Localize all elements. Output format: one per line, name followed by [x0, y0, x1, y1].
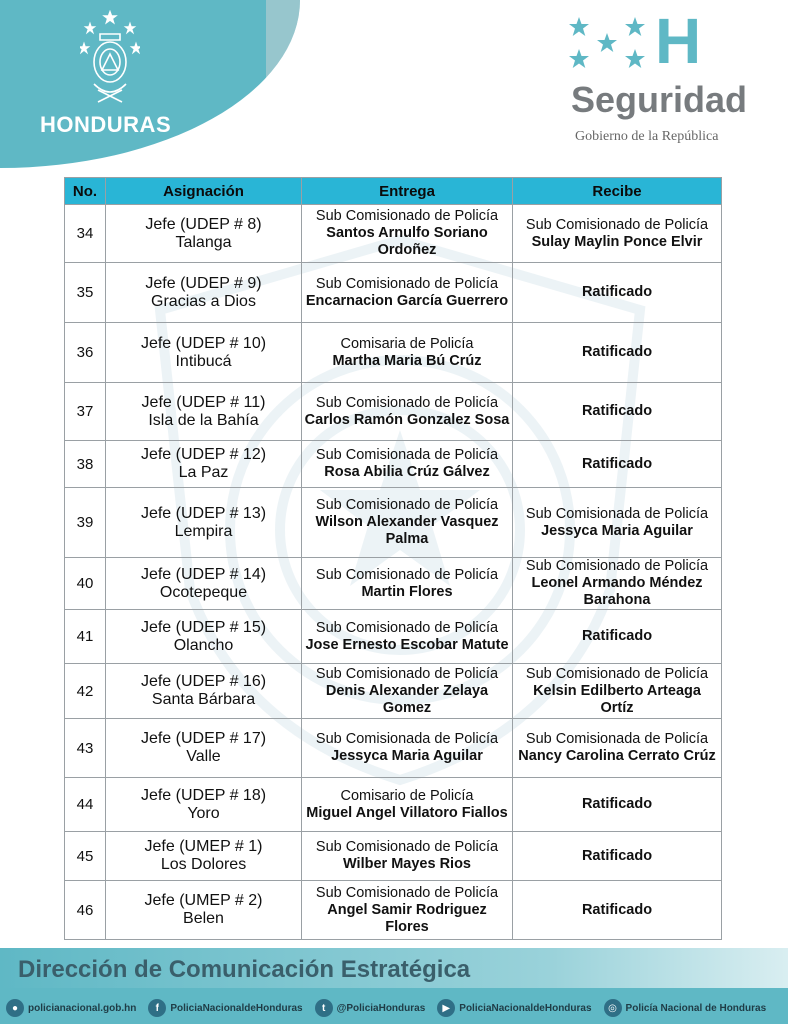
table-row: [65, 610, 722, 664]
asignacion-place: Lempira: [174, 522, 233, 540]
cell-no: 40: [65, 558, 106, 610]
header-entrega: Entrega: [302, 178, 513, 205]
asignacion-place: Los Dolores: [160, 856, 247, 873]
cell-recibe: [513, 719, 722, 778]
table-row: [65, 488, 722, 558]
footer-link[interactable]: [148, 999, 302, 1017]
cell-recibe: [513, 488, 722, 558]
footer-title: Dirección de Comunicación Estratégica: [18, 956, 471, 983]
entrega-rank: Sub Comisionado de Policía: [315, 208, 499, 224]
cell-no: 37: [65, 383, 106, 441]
entrega-name: Carlos Ramón Gonzalez Sosa: [304, 411, 510, 428]
asignacion-place: Isla de la Bahía: [148, 411, 259, 429]
youtube-icon: ▶: [437, 999, 455, 1017]
recibe-rank: Sub Comisionada de Policía: [525, 505, 709, 522]
recibe-name: Sulay Maylin Ponce Elvir: [531, 233, 703, 250]
assignments-table: [64, 177, 722, 940]
cell-no: 41: [65, 610, 106, 664]
cell-no: 35: [65, 263, 106, 323]
table-header-row: [65, 178, 722, 205]
asignacion-post: Jefe (UDEP # 8): [145, 215, 262, 233]
entrega-name: Miguel Angel Villatoro Fiallos: [306, 804, 508, 821]
entrega-name: Santos Arnulfo Soriano Ordoñez: [326, 225, 488, 258]
footer-link-text: @PoliciaHonduras: [336, 1002, 426, 1014]
cell-recibe: [513, 778, 722, 832]
cell-entrega: [302, 610, 513, 664]
entrega-rank: Sub Comisionado de Policía: [315, 884, 499, 901]
table-row: [65, 323, 722, 383]
cell-no: 38: [65, 441, 106, 488]
asignacion-post: Jefe (UDEP # 17): [140, 730, 267, 747]
table-row: [65, 832, 722, 881]
facebook-icon: f: [148, 999, 166, 1017]
cell-entrega: [302, 441, 513, 488]
table-row: [65, 778, 722, 832]
entrega-rank: Sub Comisionado de Policía: [315, 275, 499, 292]
instagram-icon: ◎: [604, 999, 622, 1017]
entrega-name: Encarnacion García Guerrero: [305, 292, 509, 309]
asignacion-post: Jefe (UMEP # 2): [144, 892, 263, 909]
globe-icon: ●: [6, 999, 24, 1017]
cell-entrega: [302, 881, 513, 940]
entrega-name: Jose Ernesto Escobar Matute: [305, 636, 509, 653]
recibe-name: Kelsin Edilberto Arteaga Ortíz: [533, 682, 701, 716]
recibe-status: Ratificado: [581, 344, 653, 360]
cell-entrega: [302, 488, 513, 558]
asignacion-place: Yoro: [187, 804, 220, 822]
seguridad-logo: [565, 5, 785, 155]
recibe-rank: Sub Comisionada de Policía: [525, 731, 709, 747]
asignacion-place: Ocotepeque: [159, 583, 248, 601]
entrega-rank: Comisaria de Policía: [340, 335, 474, 352]
cell-recibe: [513, 383, 722, 441]
recibe-status: Ratificado: [581, 403, 653, 419]
entrega-rank: Sub Comisionada de Policía: [315, 731, 499, 747]
recibe-status: Ratificado: [581, 796, 653, 812]
entrega-name: Jessyca Maria Aguilar: [331, 748, 483, 764]
cell-asignacion: [106, 383, 302, 441]
asignacion-place: Olancho: [173, 636, 234, 654]
cell-recibe: [513, 263, 722, 323]
cell-no: 44: [65, 778, 106, 832]
cell-no: 46: [65, 881, 106, 940]
cell-asignacion: [106, 610, 302, 664]
cell-asignacion: [106, 664, 302, 719]
asignacion-place: Belen: [183, 910, 224, 927]
cell-asignacion: [106, 263, 302, 323]
table-row: [65, 263, 722, 323]
cell-asignacion: [106, 558, 302, 610]
cell-recibe: [513, 205, 722, 263]
cell-entrega: [302, 323, 513, 383]
cell-recibe: [513, 441, 722, 488]
twitter-icon: t: [315, 999, 333, 1017]
table-row: [65, 664, 722, 719]
footer: [0, 948, 788, 1024]
footer-link[interactable]: [604, 999, 767, 1017]
entrega-name: Rosa Abilia Crúz Gálvez: [324, 464, 490, 480]
recibe-rank: Sub Comisionado de Policía: [525, 558, 709, 574]
cell-recibe: [513, 832, 722, 881]
cell-recibe: [513, 323, 722, 383]
asignacion-post: Jefe (UDEP # 11): [141, 393, 266, 411]
asignacion-place: La Paz: [178, 464, 229, 481]
header-recibe: Recibe: [513, 178, 722, 205]
cell-entrega: [302, 719, 513, 778]
recibe-rank: Sub Comisionado de Policía: [525, 216, 709, 233]
asignacion-post: Jefe (UDEP # 12): [140, 446, 267, 463]
footer-link-text: PoliciaNacionaldeHonduras: [459, 1002, 592, 1014]
asignacion-place: Valle: [186, 748, 221, 765]
entrega-rank: Sub Comisionado de Policía: [315, 566, 499, 583]
brand-letter: H: [655, 5, 702, 77]
asignacion-post: Jefe (UDEP # 14): [140, 565, 267, 583]
entrega-name: Wilber Mayes Rios: [343, 856, 471, 872]
asignacion-post: Jefe (UDEP # 10): [140, 334, 267, 352]
entrega-rank: Sub Comisionado de Policía: [315, 619, 499, 636]
stars-icon: [565, 15, 655, 75]
footer-link-text: policianacional.gob.hn: [28, 1002, 137, 1014]
cell-no: 42: [65, 664, 106, 719]
cell-entrega: [302, 558, 513, 610]
cell-no: 36: [65, 323, 106, 383]
entrega-rank: Sub Comisionada de Policía: [315, 447, 499, 463]
header-no: No.: [65, 178, 106, 205]
country-name: HONDURAS: [40, 112, 172, 137]
footer-link-text: PoliciaNacionaldeHonduras: [170, 1002, 303, 1014]
entrega-name: Wilson Alexander Vasquez Palma: [315, 514, 499, 547]
entrega-rank: Comisario de Policía: [340, 787, 474, 804]
cell-entrega: [302, 664, 513, 719]
entrega-rank: Sub Comisionado de Policía: [315, 665, 499, 682]
table-row: [65, 441, 722, 488]
footer-link-text: Policía Nacional de Honduras: [625, 1002, 767, 1014]
cell-asignacion: [106, 488, 302, 558]
asignacion-post: Jefe (UDEP # 9): [145, 274, 262, 292]
recibe-status: Ratificado: [581, 847, 653, 864]
footer-links: [0, 992, 788, 1024]
asignacion-place: Santa Bárbara: [151, 691, 256, 708]
table-row: [65, 719, 722, 778]
cell-entrega: [302, 263, 513, 323]
cell-asignacion: [106, 441, 302, 488]
recibe-status: Ratificado: [581, 455, 653, 472]
table-row: [65, 205, 722, 263]
asignacion-post: Jefe (UDEP # 18): [140, 786, 267, 804]
cell-asignacion: [106, 778, 302, 832]
cell-recibe: [513, 664, 722, 719]
brand-name: Seguridad: [571, 79, 748, 120]
table-row: [65, 383, 722, 441]
cell-entrega: [302, 778, 513, 832]
cell-asignacion: [106, 832, 302, 881]
entrega-name: Martha Maria Bú Crúz: [332, 352, 482, 369]
recibe-name: Jessyca Maria Aguilar: [541, 522, 693, 539]
footer-link[interactable]: [315, 999, 426, 1017]
brand-subtitle: Gobierno de la República: [575, 129, 719, 144]
entrega-name: Angel Samir Rodriguez Flores: [327, 901, 487, 935]
recibe-name: Leonel Armando Méndez Barahona: [531, 575, 703, 608]
footer-link[interactable]: [437, 999, 591, 1017]
entrega-name: Martin Flores: [361, 583, 453, 600]
cell-recibe: [513, 558, 722, 610]
cell-no: 39: [65, 488, 106, 558]
cell-recibe: [513, 881, 722, 940]
table-row: [65, 558, 722, 610]
asignacion-post: Jefe (UMEP # 1): [144, 838, 263, 855]
entrega-rank: Sub Comisionado de Policía: [315, 839, 499, 855]
header-band: [0, 0, 300, 168]
asignacion-place: Talanga: [175, 233, 232, 251]
asignacion-place: Intibucá: [175, 352, 232, 370]
asignacion-post: Jefe (UDEP # 13): [140, 504, 267, 522]
header-asignacion: Asignación: [106, 178, 302, 205]
table-row: [65, 881, 722, 940]
recibe-status: Ratificado: [581, 901, 653, 918]
cell-recibe: [513, 610, 722, 664]
coat-of-arms-icon: [80, 10, 140, 110]
cell-no: 43: [65, 719, 106, 778]
footer-link[interactable]: [6, 999, 136, 1017]
asignacion-place: Gracias a Dios: [151, 292, 256, 310]
asignacion-post: Jefe (UDEP # 15): [140, 618, 267, 636]
cell-entrega: [302, 205, 513, 263]
entrega-rank: Sub Comisionado de Policía: [315, 394, 499, 411]
recibe-rank: Sub Comisionado de Policía: [525, 665, 709, 682]
cell-asignacion: [106, 719, 302, 778]
cell-no: 45: [65, 832, 106, 881]
recibe-status: Ratificado: [581, 628, 653, 644]
recibe-status: Ratificado: [581, 284, 653, 300]
cell-asignacion: [106, 205, 302, 263]
entrega-rank: Sub Comisionado de Policía: [315, 497, 499, 513]
cell-no: 34: [65, 205, 106, 263]
cell-asignacion: [106, 323, 302, 383]
cell-entrega: [302, 832, 513, 881]
recibe-name: Nancy Carolina Cerrato Crúz: [518, 748, 716, 764]
entrega-name: Denis Alexander Zelaya Gomez: [325, 682, 489, 716]
cell-asignacion: [106, 881, 302, 940]
cell-entrega: [302, 383, 513, 441]
asignacion-post: Jefe (UDEP # 16): [140, 673, 267, 690]
